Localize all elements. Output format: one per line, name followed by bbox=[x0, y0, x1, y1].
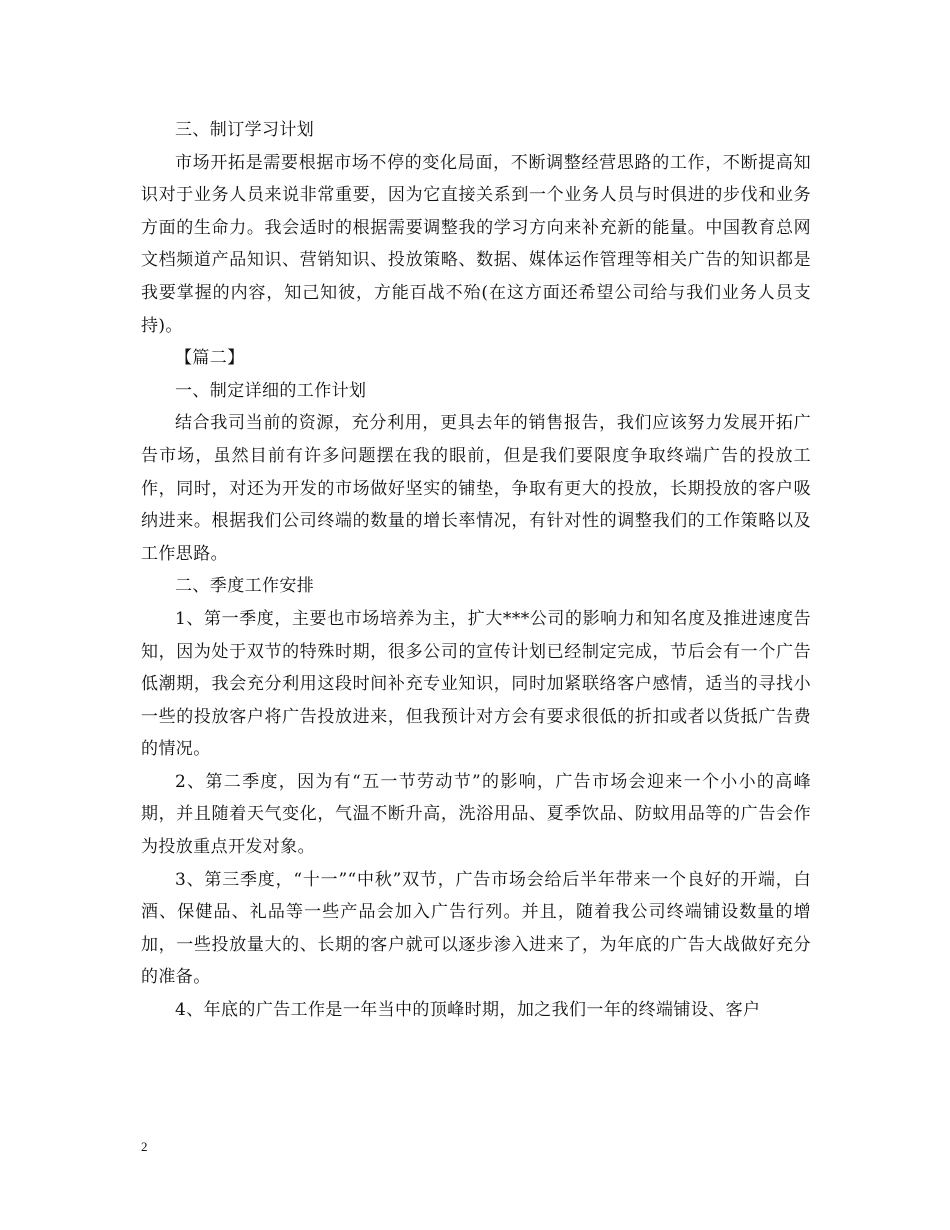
paragraph-work-plan: 结合我司当前的资源，充分利用，更具去年的销售报告，我们应该努力发展开拓广告市场，虽然目前有许多问题摆在我的眼前，但是我们要限度争取终端广告的投放工作，同时，对还为开发的市场做好坚实的铺垫，争取有更大的投放，长期投放的客户吸纳进来。根据我们公司终端的数量的增长率情况，有针对性的调整我们的工作策略以及工作思路。 bbox=[141, 413, 811, 564]
section-heading-quarterly: 二、季度工作安排 bbox=[175, 576, 315, 597]
paragraph-quarter-two: 2、第二季度，因为有“五一节劳动节”的影响，广告市场会迎来一个小小的高峰期，并且随着天气变化，气温不断升高，洗浴用品、夏季饮品、防蚊用品等的广告会作为投放重点开发对象。 bbox=[141, 771, 811, 858]
paragraph-quarter-one: 1、第一季度，主要也市场培养为主，扩大***公司的影响力和知名度及推进速度告知，因为处于双节的特殊时期，很多公司的宣传计划已经制定完成，节后会有一个广告低潮期，我会充分利用这段时间补充专业知识，同时加紧联络客户感情，适当的寻找小一些的投放客户将广告投放进来，但我预计对方会有要求很低的折扣或者以货抵广告费的情况。 bbox=[141, 608, 811, 760]
part-heading-two: 【篇二】 bbox=[175, 348, 245, 369]
page-number: 2 bbox=[141, 1139, 148, 1154]
paragraph-study-plan: 市场开拓是需要根据市场不停的变化局面，不断调整经营思路的工作，不断提高知识对于业务人员来说非常重要，因为它直接关系到一个业务人员与时俱进的步伐和业务方面的生命力。我会适时的根据需要调整我的学习方向来补充新的能量。中国教育总网文档频道产品知识、营销知识、投放策略、数据、媒体运作管理等相关广告的知识都是我要掌握的内容，知己知彼，方能百战不殆(在这方面还希望公司给与我们业务人员支持)。 bbox=[141, 152, 811, 336]
paragraph-year-end: 4、年底的广告工作是一年当中的顶峰时期，加之我们一年的终端铺设、客户 bbox=[175, 1000, 761, 1021]
section-heading-study-plan: 三、制订学习计划 bbox=[175, 120, 315, 140]
document-body bbox=[141, 114, 811, 1027]
paragraph-quarter-three: 3、第三季度，“十一”“中秋”双节，广告市场会给后半年带来一个良好的开端，白酒、保健品、礼品等一些产品会加入广告行列。并且，随着我公司终端铺设数量的增加，一些投放量大的、长期的客户就可以逐步渗入进来了，为年底的广告大战做好充分的准备。 bbox=[141, 869, 811, 988]
section-heading-work-plan: 一、制定详细的工作计划 bbox=[175, 380, 367, 401]
